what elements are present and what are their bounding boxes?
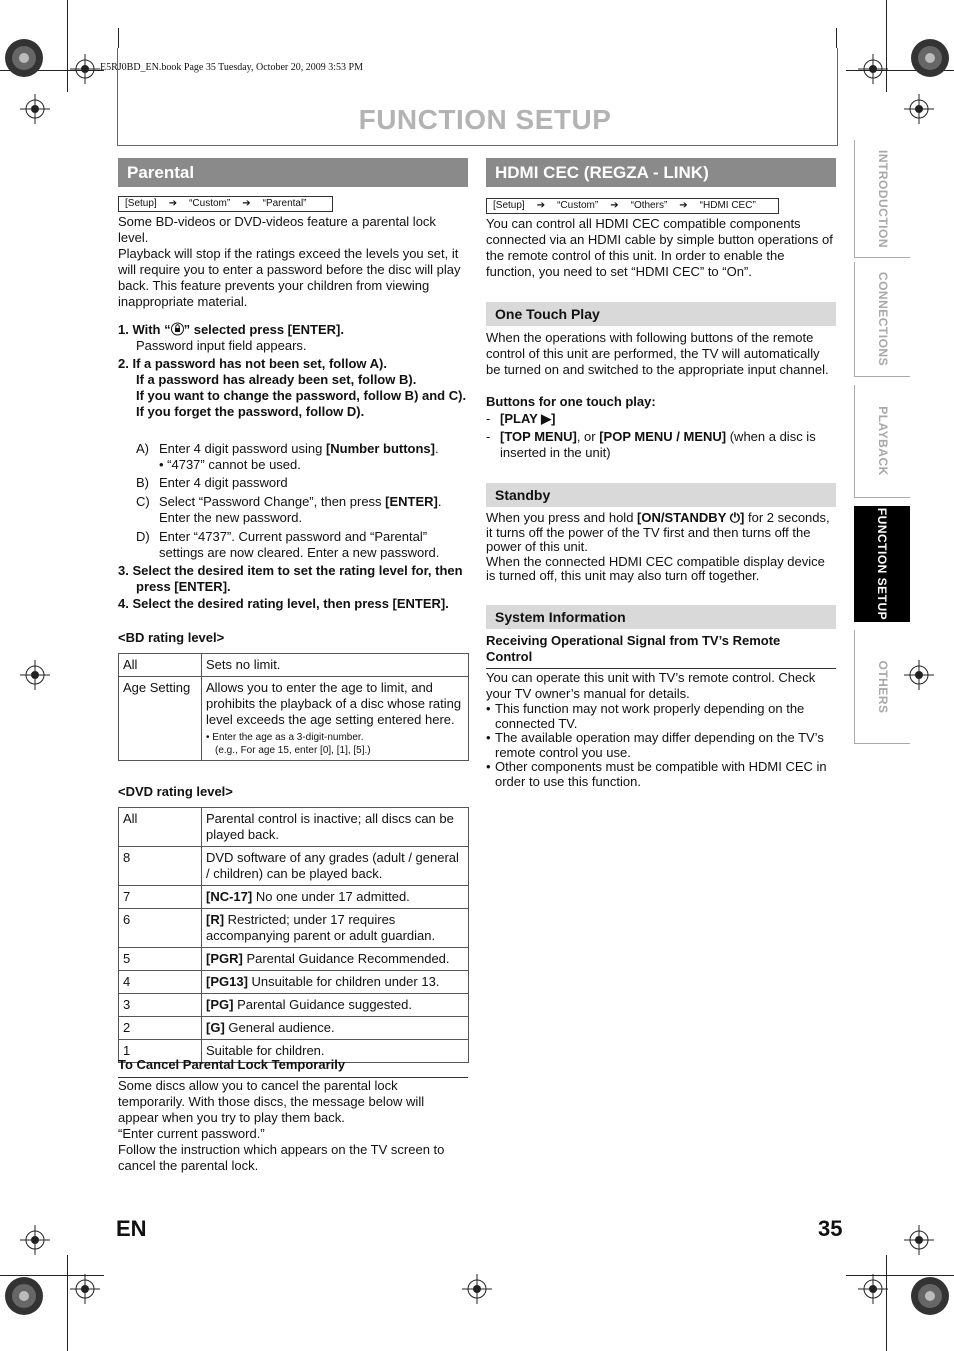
cancel-lock-text [118, 1078, 468, 1174]
arrow-right-icon: ➔ [242, 198, 251, 209]
one-touch-buttons-label: Buttons for one touch play: [486, 394, 656, 409]
rating-level: 4 [119, 971, 202, 994]
bullet-text: Other components must be compatible with HDMI CEC in order to use this function. [495, 759, 827, 789]
menu-path-item: “Others” [630, 200, 668, 211]
substep-d [136, 529, 454, 561]
section-heading-hdmi-cec: HDMI CEC (REGZA - LINK) [486, 158, 836, 187]
rating-desc: Parental Guidance suggested. [233, 997, 412, 1012]
table-row [119, 1017, 469, 1040]
rating-code: [NC-17] [206, 889, 253, 904]
rating-level: 2 [119, 1017, 202, 1040]
button-name: [TOP MENU] [500, 429, 577, 444]
paragraph: “Enter current password.” [118, 1126, 265, 1141]
crosshair-icon [70, 1274, 100, 1304]
substep-label: A) [136, 441, 149, 456]
header-stamp: E5RJ0BD_EN.book Page 35 Tuesday, October 20, 2009 3:53 PM [100, 62, 363, 73]
substep-text: Select “Password Change”, then press [159, 494, 386, 509]
bd-rating-table [118, 653, 469, 761]
paragraph: Some discs allow you to cancel the parental lock temporarily. With those discs, the message below will appear when you try to play them back. [118, 1078, 425, 1125]
step-1-note: Password input field appears. [136, 338, 307, 353]
paragraph: When the connected HDMI CEC compatible display device is turned off, this unit may also turn off together. [486, 553, 825, 583]
subsection-heading-standby: Standby [486, 483, 836, 507]
side-tab-label: INTRODUCTION [875, 149, 890, 248]
rating-level: 3 [119, 994, 202, 1017]
crosshair-icon [20, 94, 50, 124]
one-touch-play-text: When the operations with following buttons of the remote control of this unit are performed, the TV will automatically be turned on and switched to the appropriate input channel. [486, 330, 829, 377]
side-tab-connections[interactable] [854, 262, 910, 377]
button-list-item [486, 429, 826, 461]
rating-desc: Restricted; under 17 requires accompanying parent or adult guardian. [206, 912, 436, 943]
bd-rating-label: <BD rating level> [118, 630, 225, 645]
menu-path-item: [Setup] [493, 200, 525, 211]
paragraph: Follow the instruction which appears on the TV screen to cancel the parental lock. [118, 1142, 445, 1173]
substep-label: B) [136, 475, 149, 490]
cancel-lock-heading: To Cancel Parental Lock Temporarily [118, 1057, 346, 1072]
text: , or [576, 429, 600, 444]
substep-note: • “4737” cannot be used. [159, 457, 301, 472]
table-row [119, 948, 469, 971]
step-text: If a password has already been set, follow B). [136, 372, 417, 387]
rating-desc-cell [202, 847, 469, 886]
bullet-item [486, 702, 836, 731]
step-text: ” selected press [ENTER]. [183, 322, 344, 337]
subsection-heading-one-touch-play: One Touch Play [486, 302, 836, 326]
crosshair-icon [904, 1225, 934, 1255]
text: When you press and hold [486, 510, 638, 525]
crosshair-icon [904, 94, 934, 124]
table-row [119, 971, 469, 994]
crosshair-icon [462, 1274, 492, 1304]
menu-path-hdmi-cec [486, 198, 779, 214]
crosshair-icon [858, 54, 888, 84]
rating-desc-cell [202, 971, 469, 994]
dvd-rating-table [118, 807, 469, 1063]
table-row [119, 654, 469, 677]
substep-text: Enter 4 digit password using [159, 441, 326, 456]
rating-desc: Parental control is inactive; all discs can be played back. [206, 811, 454, 842]
rating-level: 6 [119, 909, 202, 948]
rating-desc: Sets no limit. [202, 654, 469, 677]
arrow-right-icon: ➔ [679, 200, 688, 211]
side-tab-others[interactable] [854, 630, 910, 744]
text: (when a disc is inserted in the unit) [500, 429, 816, 460]
rating-code: [PG] [206, 997, 234, 1012]
substep-text: Enter “4737”. Current password and “Parental” settings are now cleared. Enter a new password. [159, 529, 440, 560]
rating-code: [PG13] [206, 974, 248, 989]
divider [486, 668, 836, 669]
side-tab-label: CONNECTIONS [875, 271, 890, 367]
arrow-right-icon: ➔ [610, 200, 619, 211]
rating-level: 8 [119, 847, 202, 886]
step-text: 1. With “ [118, 322, 171, 337]
lock-icon [171, 322, 184, 336]
rating-level: All [119, 808, 202, 847]
dash-bullet: - [486, 411, 491, 426]
rating-desc: Allows you to enter the age to limit, and prohibits the playback of a disc whose rating level exceeds the age setting entered here. [206, 680, 462, 727]
rating-level: Age Setting [119, 677, 202, 761]
rating-desc-cell [202, 948, 469, 971]
step-2 [118, 356, 468, 420]
rating-desc-cell [202, 808, 469, 847]
system-info-subheading: Receiving Operational Signal from TV’s Remote Control [486, 633, 781, 664]
bullet-text: The available operation may differ depending on the TV’s remote control you use. [495, 730, 824, 760]
rating-note: (e.g., For age 15, enter [0], [1], [5].) [215, 745, 371, 756]
table-row [119, 677, 469, 761]
table-row [119, 808, 469, 847]
substep-a [136, 441, 466, 473]
rating-level: 5 [119, 948, 202, 971]
menu-path-item: “Parental” [262, 198, 307, 209]
substep-text: [ENTER] [385, 494, 438, 509]
registration-disc-icon [4, 1276, 44, 1316]
step-text: If you forget the password, follow D). [136, 404, 365, 419]
bullet-text: This function may not work properly depending on the connected TV. [495, 701, 805, 731]
substep-text: Enter 4 digit password [159, 475, 288, 490]
side-tab-label: OTHERS [875, 659, 890, 714]
registration-disc-icon [910, 38, 950, 78]
substep-label: D) [136, 529, 150, 544]
menu-path-parental [118, 196, 333, 212]
side-tab-label: PLAYBACK [875, 406, 890, 476]
table-row [119, 994, 469, 1017]
arrow-right-icon: ➔ [168, 198, 178, 209]
rating-desc: No one under 17 admitted. [252, 889, 410, 904]
system-info-text: You can operate this unit with TV’s remote control. Check your TV owner’s manual for details. [486, 670, 816, 701]
button-list-item [486, 411, 826, 427]
menu-path-item: [Setup] [125, 198, 157, 209]
rating-desc-cell [202, 994, 469, 1017]
side-tab-function-setup[interactable] [854, 506, 910, 622]
step-4: 4. Select the desired rating level, then press [ENTER]. [118, 596, 449, 611]
rating-desc-cell [202, 1017, 469, 1040]
bullet: • [486, 730, 491, 745]
button-name: [ON/STANDBY ⏻] [637, 510, 745, 525]
standby-text [486, 511, 836, 584]
crosshair-icon [858, 1274, 888, 1304]
substep-text: [Number buttons] [325, 441, 435, 456]
side-tab-label: FUNCTION SETUP [875, 507, 889, 621]
page-number: 35 [818, 1216, 843, 1241]
rating-code: [G] [206, 1020, 225, 1035]
substep-text: . [434, 441, 439, 456]
step-text: 2. If a password has not been set, follow A). [118, 356, 387, 371]
bullet: • [486, 701, 491, 716]
rating-level: 7 [119, 886, 202, 909]
menu-path-item: “Custom” [189, 198, 231, 209]
rating-desc: Parental Guidance Recommended. [242, 951, 450, 966]
table-row [119, 886, 469, 909]
button-name: [PLAY ▶] [500, 411, 556, 426]
substep-b [136, 475, 466, 491]
rating-level: 1 [119, 1040, 202, 1063]
text: for 2 seconds, it turns off the power of the TV first and then turns off the power of this unit. [486, 510, 830, 554]
substep-c [136, 494, 456, 526]
paragraph: Playback will stop if the ratings exceed the levels you set, it will require you to enter a password before the disc will play back. This feature prevents your children from viewing inappropriate material. [118, 246, 461, 309]
rating-desc: General audience. [224, 1020, 335, 1035]
rating-desc: Suitable for children. [206, 1043, 325, 1058]
button-name: [POP MENU / MENU] [599, 429, 727, 444]
rating-level: All [119, 654, 202, 677]
subsection-heading-system-information: System Information [486, 605, 836, 629]
crosshair-icon [20, 660, 50, 690]
section-heading-parental: Parental [118, 158, 468, 187]
step-1 [118, 322, 468, 338]
rating-desc: Unsuitable for children under 13. [247, 974, 440, 989]
bullet-item [486, 731, 836, 760]
dvd-rating-label: <DVD rating level> [118, 784, 233, 799]
registration-disc-icon [910, 1276, 950, 1316]
step-text: If you want to change the password, follow B) and C). [136, 388, 467, 403]
bullet-item [486, 760, 836, 789]
paragraph: Some BD-videos or DVD-videos feature a parental lock level. [118, 214, 436, 245]
hdmi-intro: You can control all HDMI CEC compatible components connected via an HDMI cable by simple button operations of the remote control of this unit. In order to enable the function, you need to set “HDMI CEC” to “On”. [486, 216, 833, 279]
substep-label: C) [136, 494, 150, 509]
rating-desc-cell [202, 886, 469, 909]
rating-desc: DVD software of any grades (adult / general / children) can be played back. [206, 850, 459, 881]
bullet: • [486, 759, 491, 774]
step-3: 3. Select the desired item to set the rating level for, then press [ENTER]. [118, 563, 463, 594]
page-title: FUNCTION SETUP [358, 104, 612, 135]
substep-text: . Enter the new password. [159, 494, 442, 525]
registration-disc-icon [4, 38, 44, 78]
parental-intro [118, 214, 468, 310]
crosshair-icon [20, 1225, 50, 1255]
rating-desc-cell [202, 677, 469, 761]
side-tab-introduction[interactable] [854, 140, 910, 258]
rating-note: • Enter the age as a 3-digit-number. [206, 732, 364, 743]
rating-code: [PGR] [206, 951, 243, 966]
language-label: EN [116, 1216, 147, 1241]
menu-path-item: “Custom” [557, 200, 599, 211]
menu-path-item: “HDMI CEC” [699, 200, 756, 211]
crosshair-icon [70, 54, 100, 84]
side-tab-playback[interactable] [854, 385, 910, 498]
paragraph [486, 511, 836, 555]
table-row [119, 909, 469, 948]
rating-code: [R] [206, 912, 225, 927]
table-row [119, 847, 469, 886]
rating-desc-cell [202, 909, 469, 948]
dash-bullet: - [486, 429, 491, 444]
arrow-right-icon: ➔ [536, 200, 546, 211]
